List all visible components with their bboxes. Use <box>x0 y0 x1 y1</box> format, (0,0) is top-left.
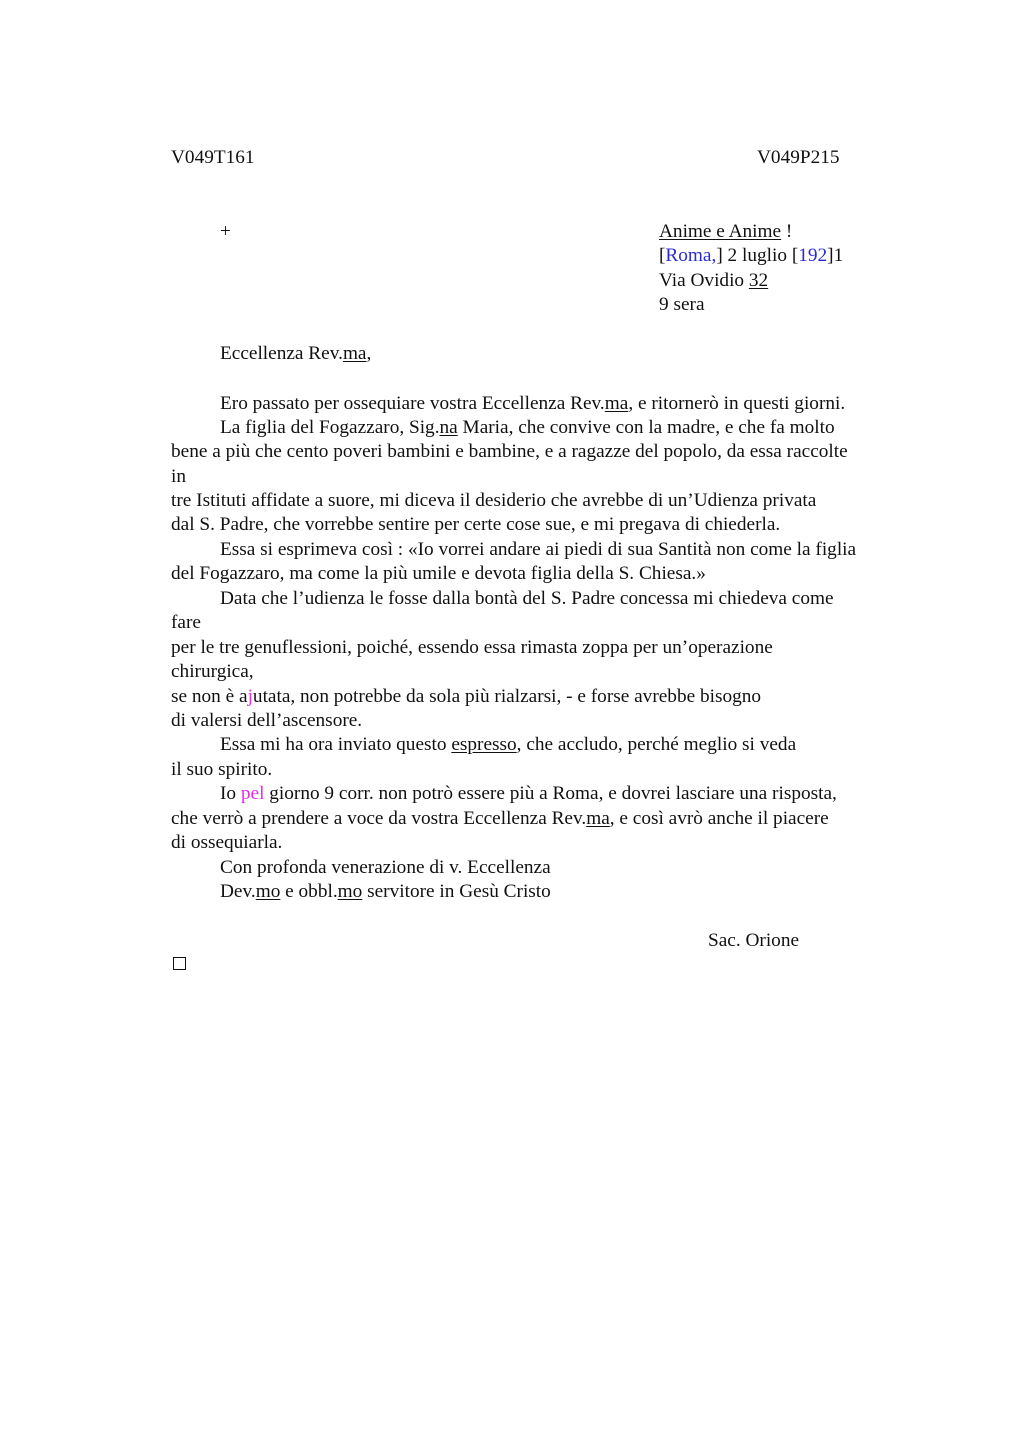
body-text: , e ritornerò in questi giorni. <box>628 393 846 414</box>
salutation-abbrev: ma <box>342 343 367 364</box>
time-of-writing: 9 sera <box>659 294 705 315</box>
bracket-open: [ <box>659 245 666 266</box>
body-text: utata, non potrebbe da sola più rialzarsi, - e forse avrebbe bisogno <box>252 686 762 707</box>
body-text: se non è a <box>171 686 248 707</box>
body-line-5: tre Istituti affidate a suore, mi diceva il desiderio che avrebbe di un’Udienza privata <box>171 490 817 511</box>
body-line-14: di valersi dell’ascensore. <box>171 710 363 731</box>
body-text: , che accludo, perché meglio si veda <box>516 734 797 755</box>
abbrev: na <box>439 417 458 438</box>
body-line-3: bene a più che cento poveri bambini e bambine, e a ragazze del popolo, da essa raccolte <box>171 441 848 462</box>
motto-end: ! <box>781 221 793 242</box>
body-line-17 <box>220 782 837 806</box>
document-code-left: V049T161 <box>171 147 255 168</box>
street-number: 32 <box>748 270 769 291</box>
street: Via Ovidio <box>659 270 749 291</box>
body-line-7: Essa si esprimeva così : «Io vorrei andare ai piedi di sua Santità non come la figlia <box>220 539 857 560</box>
body-line-16: il suo spirito. <box>171 759 273 780</box>
body-text: e obbl. <box>280 881 338 902</box>
body-line-6: dal S. Padre, che vorrebbe sentire per certe cose sue, e mi pregava di chiederla. <box>171 514 781 535</box>
body-line-2 <box>220 416 835 440</box>
body-line-12: chirurgica, <box>171 661 254 682</box>
underlined-word: espresso <box>451 734 517 755</box>
body-text: Maria, che convive con la madre, e che fa molto <box>457 417 835 438</box>
body-line-4: in <box>171 466 186 487</box>
year-end: ]1 <box>827 245 844 266</box>
body-line-18 <box>171 807 829 831</box>
date-mid: ] 2 luglio [ <box>716 245 799 266</box>
salutation <box>220 342 371 366</box>
body-text: servitore in Gesù Cristo <box>362 881 551 902</box>
body-line-11: per le tre genuflessioni, poiché, essendo essa rimasta zoppa per un’operazione <box>171 637 773 658</box>
street-address <box>659 269 768 293</box>
body-text: Dev. <box>220 881 256 902</box>
body-line-1 <box>220 392 845 416</box>
abbrev: ma <box>586 808 610 829</box>
body-text: La figlia del Fogazzaro, Sig. <box>220 417 440 438</box>
salutation-end: , <box>366 343 372 364</box>
motto-text: Anime e Anime <box>659 221 782 242</box>
body-text: Essa mi ha ora inviato questo <box>220 734 452 755</box>
end-marker-box <box>173 957 186 970</box>
abbrev: mo <box>337 881 363 902</box>
highlighted-letter: j <box>247 686 253 707</box>
cross-mark: + <box>220 221 231 242</box>
body-line-19: di ossequiarla. <box>171 832 283 853</box>
signature: Sac. Orione <box>708 930 800 951</box>
abbrev: ma <box>604 393 629 414</box>
body-text: giorno 9 corr. non potrò essere più a Roma, e dovrei lasciare una risposta, <box>264 783 837 804</box>
body-text: Ero passato per ossequiare vostra Eccellenza Rev. <box>220 393 605 414</box>
body-line-8: del Fogazzaro, ma come la più umile e devota figlia della S. Chiesa.» <box>171 563 706 584</box>
highlighted-word: pel <box>240 783 265 804</box>
body-line-9: Data che l’udienza le fosse dalla bontà del S. Padre concessa mi chiedeva come <box>220 588 834 609</box>
body-text: che verrò a prendere a voce da vostra Eccellenza Rev. <box>171 808 587 829</box>
closing-line-1: Con profonda venerazione di v. Eccellenza <box>220 857 551 878</box>
closing-line-2 <box>220 880 551 904</box>
year-part: 192 <box>798 245 828 266</box>
body-line-15 <box>220 733 796 757</box>
motto <box>659 220 792 244</box>
salutation-text: Eccellenza Rev. <box>220 343 343 364</box>
body-line-13 <box>171 685 761 709</box>
place-date <box>659 244 843 268</box>
abbrev: mo <box>255 881 281 902</box>
body-line-10: fare <box>171 612 201 633</box>
body-text: Io <box>220 783 241 804</box>
body-text: , e così avrò anche il piacere <box>609 808 829 829</box>
page-code-right: V049P215 <box>757 147 840 168</box>
place: Roma, <box>665 245 717 266</box>
